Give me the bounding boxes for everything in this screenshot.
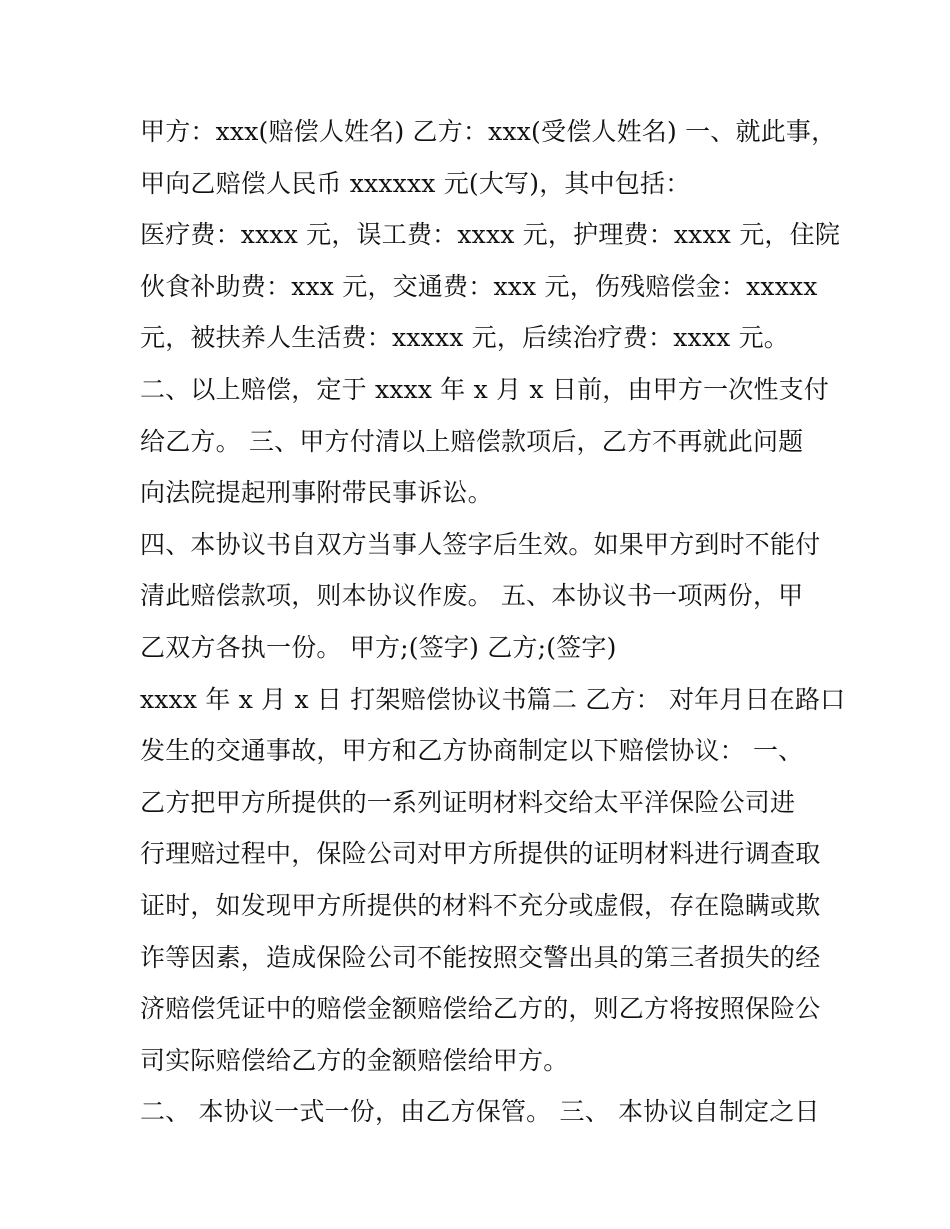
text-line: 行理赔过程中，保险公司对甲方所提供的证明材料进行调查取 — [140, 839, 821, 869]
text-line: 证时，如发现甲方所提供的材料不充分或虚假，存在隐瞒或欺 — [140, 890, 821, 920]
text-line: 二、 本协议一式一份，由乙方保管。 三、 本协议自制定之日 — [140, 1097, 820, 1127]
text-line: 发生的交通事故，甲方和乙方协商制定以下赔偿协议： 一、 — [140, 736, 804, 766]
document-body — [140, 106, 846, 1138]
text-line: 乙方把甲方所提供的一系列证明材料交给太平洋保险公司进 — [140, 787, 796, 817]
text-line: 四、本协议书自双方当事人签字后生效。如果甲方到时不能付 — [140, 529, 821, 559]
text-line: 二、以上赔偿，定于 xxxx 年 x 月 x 日前，由甲方一次性支付 — [140, 374, 830, 404]
text-line: 给乙方。 三、甲方付清以上赔偿款项后，乙方不再就此问题 — [140, 426, 804, 456]
text-line: 济赔偿凭证中的赔偿金额赔偿给乙方的，则乙方将按照保险公 — [140, 994, 821, 1024]
text-line: 清此赔偿款项，则本协议作废。 五、本协议书一项两份，甲 — [140, 581, 804, 611]
text-line: 甲向乙赔偿人民币 xxxxxx 元(大写)，其中包括： — [140, 168, 691, 198]
text-line: 甲方：xxx(赔偿人姓名) 乙方：xxx(受偿人姓名) 一、就此事， — [140, 117, 837, 146]
text-line: 诈等因素，造成保险公司不能按照交警出具的第三者损失的经 — [140, 942, 821, 972]
text-line: 医疗费：xxxx 元，误工费：xxxx 元，护理费：xxxx 元，住院 — [140, 220, 841, 250]
text-line: 乙双方各执一份。 甲方;(签字) 乙方;(签字) — [140, 632, 617, 662]
text-line: 司实际赔偿给乙方的金额赔偿给甲方。 — [140, 1045, 569, 1075]
text-line: 向法院提起刑事附带民事诉讼。 — [140, 478, 493, 508]
text-line: 伙食补助费：xxx 元，交通费：xxx 元，伤残赔偿金：xxxxx — [140, 271, 818, 301]
text-line: xxxx 年 x 月 x 日 打架赔偿协议书篇二 乙方： 对年月日在路口 — [140, 684, 846, 714]
text-line: 元，被扶养人生活费：xxxxx 元，后续治疗费：xxxx 元。 — [140, 323, 789, 353]
